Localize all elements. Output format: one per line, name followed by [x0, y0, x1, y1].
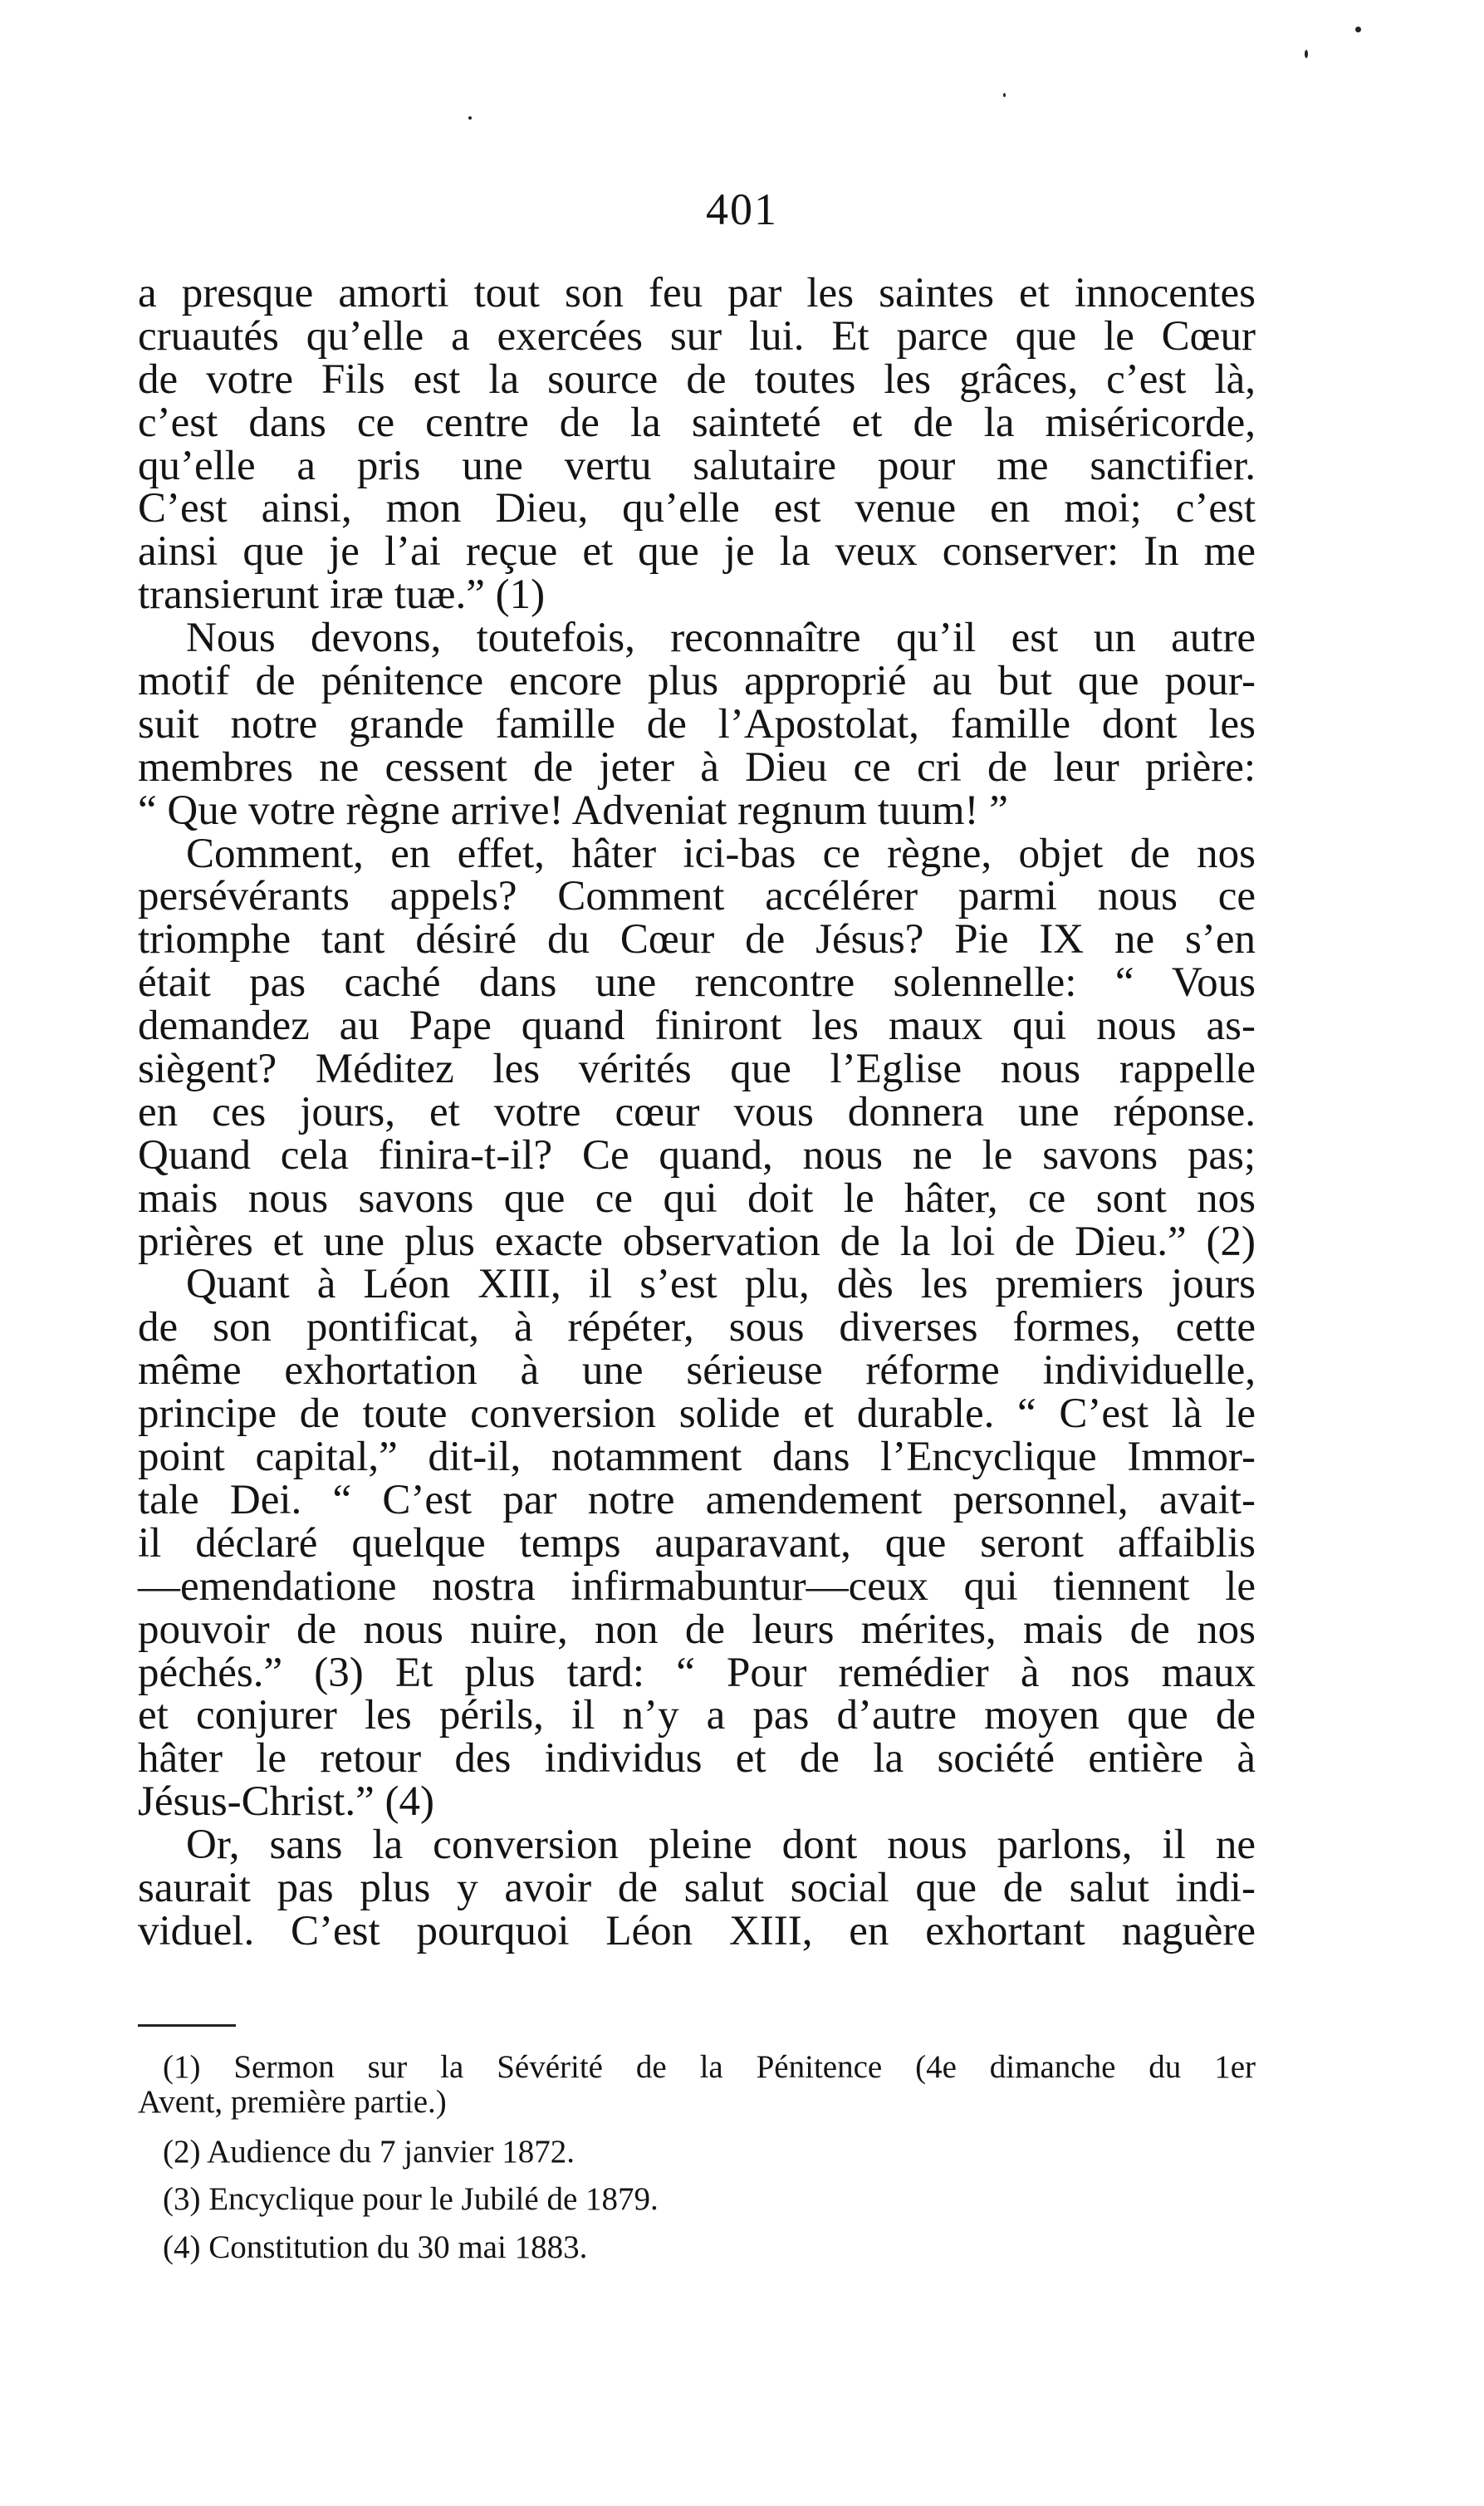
- text-line: de votre Fils est la source de toutes les grâces, c’est là,: [138, 356, 1256, 403]
- text-line: était pas caché dans une rencontre solennelle: “ Vous: [138, 959, 1256, 1007]
- text-line: en ces jours, et votre cœur vous donnera une réponse.: [138, 1088, 1256, 1135]
- text-line: et conjurer les périls, il n’y a pas d’autre moyen que de: [138, 1692, 1256, 1739]
- text-line: point capital,” dit-il, notamment dans l’Encyclique Immor-: [138, 1434, 1256, 1481]
- scan-speck: [1355, 27, 1361, 32]
- text-line: de son pontificat, à répéter, sous diverses formes, cette: [138, 1304, 1256, 1351]
- text-line: ainsi que je l’ai reçue et que je la veux conserver: In me: [138, 528, 1256, 576]
- text-line: cruautés qu’elle a exercées sur lui. Et parce que le Cœur: [138, 312, 1256, 360]
- text-line: c’est dans ce centre de la sainteté et de la miséricorde,: [138, 399, 1256, 446]
- text-line: membres ne cessent de jeter à Dieu ce cri de leur prière:: [138, 743, 1256, 791]
- text-line: persévérants appels? Comment accélérer parmi nous ce: [138, 873, 1256, 920]
- footnote-rule: [138, 2024, 236, 2027]
- text-line: demandez au Pape quand finiront les maux qui nous as-: [138, 1003, 1256, 1050]
- text-line: prières et une plus exacte observation de la loi de Dieu.” (2): [138, 1218, 1256, 1265]
- text-line: Comment, en effet, hâter ici-bas ce règne, objet de nos: [186, 830, 1256, 877]
- text-line: Jésus-Christ.” (4): [138, 1778, 434, 1826]
- text-line: tale Dei. “ C’est par notre amendement personnel, avait-: [138, 1476, 1256, 1523]
- text-line: Quant à Léon XIII, il s’est plu, dès les premiers jours: [186, 1261, 1256, 1308]
- footnote-line: (2) Audience du 7 janvier 1872.: [163, 2133, 575, 2170]
- footnotes: [138, 2050, 1256, 2264]
- text-line: Nous devons, toutefois, reconnaître qu’il est un autre: [186, 615, 1256, 662]
- scan-speck: [1003, 93, 1006, 97]
- text-line: péchés.” (3) Et plus tard: “ Pour remédier à nos maux: [138, 1649, 1256, 1696]
- text-line: mais nous savons que ce qui doit le hâter, ce sont nos: [138, 1175, 1256, 1222]
- footnote-line: (4) Constitution du 30 mai 1883.: [163, 2229, 588, 2265]
- footnote-gap: [138, 2121, 1256, 2135]
- text-line: viduel. C’est pourquoi Léon XIII, en exhortant naguère: [138, 1907, 1256, 1954]
- footnote-gap: [138, 2217, 1256, 2230]
- footnote-line: (3) Encyclique pour le Jubilé de 1879.: [163, 2181, 659, 2217]
- text-line: a presque amorti tout son feu par les saintes et innocentes: [138, 270, 1256, 316]
- text-line: suit notre grande famille de l’Apostolat, famille dont les: [138, 700, 1256, 748]
- text-line: pouvoir de nous nuire, non de leurs mérites, mais de nos: [138, 1606, 1256, 1653]
- text-line: même exhortation à une sérieuse réforme individuelle,: [138, 1347, 1256, 1395]
- footnote-line: (1) Sermon sur la Sévérité de la Pénitence (4e dimanche du 1er: [163, 2049, 1256, 2085]
- body-text: [138, 272, 1256, 1954]
- footnote-line: Avent, première partie.): [138, 2083, 447, 2120]
- text-line: qu’elle a pris une vertu salutaire pour me sanctifier.: [138, 442, 1256, 489]
- text-line: triomphe tant désiré du Cœur de Jésus? Pie IX ne s’en: [138, 916, 1256, 964]
- text-line: siègent? Méditez les vérités que l’Eglise nous rappelle: [138, 1046, 1256, 1093]
- text-line: motif de pénitence encore plus approprié au but que pour-: [138, 658, 1256, 705]
- text-line: C’est ainsi, mon Dieu, qu’elle est venue en moi; c’est: [138, 485, 1256, 532]
- text-line: —emendatione nostra infirmabuntur—ceux qui tiennent le: [138, 1562, 1256, 1610]
- footnote-gap: [138, 2169, 1256, 2182]
- text-line: “ Que votre règne arrive! Adveniat regnum tuum! ”: [138, 787, 1008, 834]
- text-line: transierunt iræ tuæ.” (1): [138, 571, 546, 619]
- page-number: 401: [706, 184, 778, 234]
- text-line: hâter le retour des individus et de la société entière à: [138, 1735, 1256, 1783]
- text-line: saurait pas plus y avoir de salut social que de salut indi-: [138, 1864, 1256, 1911]
- text-line: Or, sans la conversion pleine dont nous parlons, il ne: [186, 1822, 1256, 1869]
- text-line: principe de toute conversion solide et durable. “ C’est là le: [138, 1390, 1256, 1438]
- text-line: il déclaré quelque temps auparavant, que seront affaiblis: [138, 1519, 1256, 1567]
- scan-speck: [468, 116, 472, 120]
- scan-speck: [1305, 50, 1308, 58]
- text-line: Quand cela finira-t-il? Ce quand, nous ne le savons pas;: [138, 1131, 1256, 1179]
